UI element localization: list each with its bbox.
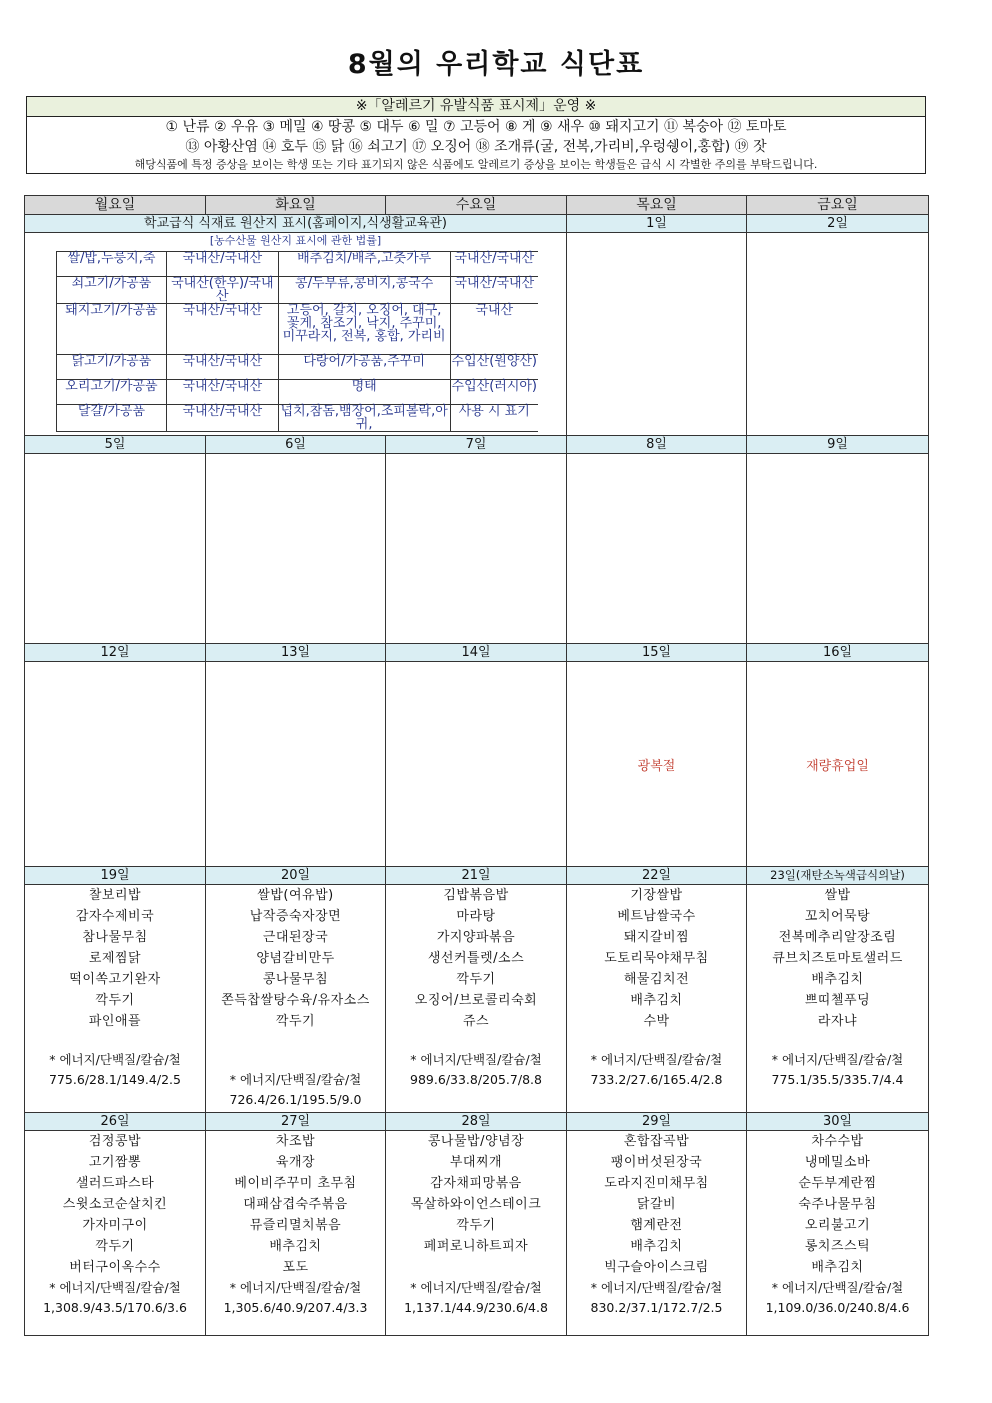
nutrition-label: * 에너지/단백질/칼슘/철	[49, 1280, 181, 1295]
day-cell	[206, 1131, 386, 1336]
nutrition-values: 1,308.9/43.5/170.6/3.6	[43, 1300, 187, 1315]
nutrition-values: 733.2/27.6/165.4/2.8	[590, 1072, 723, 1087]
day-header: 23일(재탄소녹색급식의날)	[747, 867, 929, 885]
page-title: 8월의 우리학교 식단표	[347, 49, 645, 80]
origin-cell: 국내산/국내산	[166, 355, 278, 380]
menu-item: 해물김치전	[623, 972, 690, 987]
origin-cell: 사용 시 표기	[450, 405, 538, 432]
menu-item: 큐브치즈토마토샐러드	[772, 951, 903, 966]
nutrition-label: * 에너지/단백질/칼슘/철	[771, 1280, 904, 1295]
day-cell	[25, 885, 206, 1113]
menu-item: 쥬스	[462, 1014, 490, 1029]
menu-item: 꼬치어묵탕	[804, 909, 871, 924]
menu-item: 쌀밥	[824, 888, 851, 903]
menu-item: 가자미구이	[82, 1218, 148, 1233]
nutrition-label: * 에너지/단백질/칼슘/철	[410, 1280, 542, 1295]
origin-cell: 다랑어/가공품,주꾸미	[278, 355, 450, 380]
menu-item: 오리불고기	[804, 1218, 871, 1233]
origin-panel	[25, 233, 567, 436]
nutrition-values: 989.6/33.8/205.7/8.8	[410, 1072, 542, 1087]
menu-item: 돼지갈비찜	[623, 930, 690, 945]
day-cell	[567, 885, 747, 1113]
menu-item: 파인애플	[88, 1014, 142, 1029]
menu-item: 스윗소코순살치킨	[62, 1197, 168, 1212]
day-header: 12일	[25, 644, 206, 662]
origin-cell: 쇠고기/가공품	[57, 277, 167, 304]
menu-item: 감자채피망볶음	[430, 1176, 522, 1191]
menu-item: 콩나물무침	[262, 972, 329, 987]
menu-item: 페퍼로니하트피자	[423, 1239, 529, 1254]
menu-item: 차조밥	[275, 1134, 316, 1149]
menu-item: 베이비주꾸미 초무침	[234, 1176, 357, 1191]
menu-item: 근대된장국	[262, 930, 329, 945]
origin-header: 학교급식 식재료 원산지 표시(홈페이지,식생활교육관)	[25, 215, 567, 233]
day-header: 28일	[386, 1113, 567, 1131]
nutrition-values: 1,137.1/44.9/230.6/4.8	[404, 1300, 548, 1315]
nutrition-label: * 에너지/단백질/칼슘/철	[410, 1052, 542, 1067]
menu-item: 생선커틀렛/소스	[427, 951, 525, 966]
menu-item: 버터구이옥수수	[69, 1260, 161, 1275]
menu-item: 순두부계란찜	[798, 1176, 877, 1191]
day-header: 29일	[567, 1113, 747, 1131]
menu-item: 샐러드파스타	[75, 1176, 155, 1191]
day-cell	[25, 1131, 206, 1336]
menu-item: 롱치즈스틱	[804, 1239, 871, 1254]
menu-item: 뮤즐리멸치볶음	[249, 1218, 342, 1233]
menu-item: 배추김치	[269, 1239, 322, 1254]
menu-list	[206, 885, 385, 1032]
menu-item: 육개장	[275, 1155, 316, 1170]
origin-cell: 배추김치/배추,고춧가루	[278, 252, 450, 277]
menu-item: 햄계란전	[630, 1218, 683, 1233]
day-header: 13일	[206, 644, 386, 662]
meal-calendar	[24, 195, 929, 1336]
weekday-mon: 월요일	[25, 196, 206, 215]
allergy-list-2: ⑬ 아황산염 ⑭ 호두 ⑮ 닭 ⑯ 쇠고기 ⑰ 오징어 ⑱ 조개류(굴, 전복,가리비,우렁쉥이,홍합) ⑲ 잣	[185, 139, 767, 155]
day-cell	[567, 1131, 747, 1336]
menu-list	[747, 1131, 928, 1278]
menu-item: 감자수제비국	[75, 909, 155, 924]
day-cell	[747, 233, 929, 436]
menu-item: 부대찌개	[449, 1155, 503, 1170]
nutrition-values: 1,305.6/40.9/207.4/3.3	[223, 1300, 368, 1315]
day-cell	[25, 662, 206, 867]
menu-item: 도토리묵야채무침	[604, 951, 709, 966]
allergy-note: 해당식품에 특정 증상을 보이는 학생 또는 기타 표기되지 않은 식품에도 알레르기 증상을 보이는 학생들은 급식 시 각별한 주의를 부탁드립니다.	[134, 158, 818, 171]
day-cell	[206, 662, 386, 867]
origin-cell: 콩/두부류,콩비지,콩국수	[278, 277, 450, 304]
menu-list	[386, 885, 566, 1032]
origin-table	[56, 251, 538, 432]
origin-cell: 국내산/국내산	[450, 252, 538, 277]
day-cell	[386, 885, 567, 1113]
menu-item: 납작증숙자장면	[249, 909, 342, 924]
menu-item: 고기짬뽕	[88, 1155, 142, 1170]
menu-item: 라자냐	[817, 1014, 858, 1029]
menu-item: 쫀득찹쌀탕수육/유자소스	[221, 993, 370, 1008]
nutrition-values: 830.2/37.1/172.7/2.5	[590, 1300, 723, 1315]
menu-item: 로제찜닭	[88, 951, 142, 966]
menu-item: 배추김치	[630, 1239, 683, 1254]
origin-cell: 수입산(러시아)	[450, 380, 538, 405]
menu-item: 전복메추리알장조림	[778, 930, 897, 945]
day-header: 8일	[567, 436, 747, 454]
day-cell	[567, 454, 747, 644]
day-cell	[206, 454, 386, 644]
day-cell	[386, 662, 567, 867]
origin-cell: 국내산	[450, 304, 538, 355]
menu-item: 냉메밀소바	[804, 1155, 871, 1170]
menu-item: 검정콩밥	[88, 1134, 142, 1149]
menu-item: 김밥볶음밥	[443, 888, 509, 903]
origin-cell: 명태	[278, 380, 450, 405]
nutrition-label: * 에너지/단백질/칼슘/철	[590, 1052, 723, 1067]
menu-item: 도라지진미채무침	[604, 1176, 709, 1191]
menu-list	[567, 1131, 746, 1278]
day-header: 19일	[25, 867, 206, 885]
menu-item: 혼합잡곡밥	[623, 1134, 690, 1149]
origin-cell: 국내산/국내산	[166, 304, 278, 355]
day-header: 9일	[747, 436, 929, 454]
nutrition-label: * 에너지/단백질/칼슘/철	[229, 1280, 362, 1295]
allergy-notice	[26, 96, 926, 174]
allergy-heading: ※「알레르기 유발식품 표시제」운영 ※	[27, 97, 925, 117]
day-cell	[206, 885, 386, 1113]
menu-item: 숙주나물무침	[798, 1197, 877, 1212]
day-header: 16일	[747, 644, 929, 662]
day-header: 22일	[567, 867, 747, 885]
day-cell	[567, 662, 747, 867]
menu-item: 쌀밥(여유밥)	[257, 888, 334, 903]
allergy-list-1: ① 난류 ② 우유 ③ 메밀 ④ 땅콩 ⑤ 대두 ⑥ 밀 ⑦ 고등어 ⑧ 게 ⑨ 새우 ⑩ 돼지고기 ⑪ 복숭아 ⑫ 토마토	[165, 119, 787, 135]
nutrition-values: 775.1/35.5/335.7/4.4	[771, 1072, 904, 1087]
nutrition-label: * 에너지/단백질/칼슘/철	[771, 1052, 904, 1067]
origin-cell: 국내산(한우)/국내산	[166, 277, 278, 304]
origin-cell: 수입산(원양산)	[450, 355, 538, 380]
day-cell	[747, 1131, 929, 1336]
menu-item: 마라탕	[456, 909, 496, 924]
weekday-fri: 금요일	[747, 196, 929, 215]
menu-item: 베트남쌀국수	[617, 909, 696, 924]
menu-item: 배추김치	[630, 993, 683, 1008]
day-header: 20일	[206, 867, 386, 885]
origin-cell: 쌀/밥,누룽지,죽	[57, 252, 167, 277]
day-header: 14일	[386, 644, 567, 662]
menu-item: 깍두기	[275, 1014, 316, 1029]
day-cell	[747, 454, 929, 644]
day-cell	[747, 885, 929, 1113]
day-header: 7일	[386, 436, 567, 454]
nutrition-label: * 에너지/단백질/칼슘/철	[49, 1052, 181, 1067]
menu-item: 콩나물밥/양념장	[427, 1134, 525, 1149]
day-header: 15일	[567, 644, 747, 662]
menu-item: 양념갈비만두	[256, 951, 335, 966]
origin-cell: 국내산/국내산	[166, 380, 278, 405]
nutrition-values: 775.6/28.1/149.4/2.5	[49, 1072, 181, 1087]
nutrition-values: 726.4/26.1/195.5/9.0	[229, 1092, 362, 1107]
menu-item: 오징어/브로콜리숙회	[414, 993, 538, 1008]
menu-item: 배추김치	[811, 1260, 864, 1275]
menu-item: 포도	[282, 1260, 309, 1275]
origin-cell: 닭고기/가공품	[57, 355, 167, 380]
day-header: 27일	[206, 1113, 386, 1131]
origin-cell: 국내산/국내산	[166, 252, 278, 277]
origin-cell: 오리고기/가공품	[57, 380, 167, 405]
origin-cell: 넙치,참돔,뱀장어,조피볼락,아귀,	[278, 405, 450, 432]
day-header: 5일	[25, 436, 206, 454]
menu-item: 목살하와이언스테이크	[410, 1197, 542, 1212]
weekday-thu: 목요일	[567, 196, 747, 215]
origin-cell: 국내산/국내산	[450, 277, 538, 304]
menu-item: 깍두기	[95, 993, 135, 1008]
menu-list	[747, 885, 928, 1032]
nutrition-label: * 에너지/단백질/칼슘/철	[590, 1280, 723, 1295]
origin-cell: 고등어, 갈치, 오징어, 대구, 꽃게, 참조기, 낙지, 주꾸미, 미꾸라지, 전복, 홍합, 가리비	[278, 304, 450, 355]
origin-cell: 달걀/가공품	[57, 405, 167, 432]
weekday-tue: 화요일	[206, 196, 386, 215]
weekday-header-row	[25, 196, 929, 215]
menu-item: 빅구슬아이스크림	[604, 1260, 709, 1275]
menu-list	[386, 1131, 566, 1257]
menu-item: 배추김치	[811, 972, 864, 987]
weekday-wed: 수요일	[386, 196, 567, 215]
menu-item: 수박	[643, 1014, 670, 1029]
day-header: 21일	[386, 867, 567, 885]
holiday-label: 광복절	[637, 758, 676, 774]
origin-cell: 국내산/국내산	[166, 405, 278, 432]
day-cell	[386, 454, 567, 644]
day-header: 2일	[747, 215, 929, 233]
menu-item: 깍두기	[95, 1239, 135, 1254]
holiday-label: 재량휴업일	[806, 758, 869, 774]
day-header: 1일	[567, 215, 747, 233]
menu-list	[25, 1131, 205, 1278]
day-cell	[567, 233, 747, 436]
menu-list	[206, 1131, 385, 1278]
day-header: 30일	[747, 1113, 929, 1131]
origin-cell: 돼지고기/가공품	[57, 304, 167, 355]
menu-item: 쁘띠첼푸딩	[804, 993, 871, 1008]
nutrition-values: 1,109.0/36.0/240.8/4.6	[765, 1300, 910, 1315]
menu-list	[25, 885, 205, 1032]
menu-list	[567, 885, 746, 1032]
nutrition-label: * 에너지/단백질/칼슘/철	[229, 1072, 362, 1087]
menu-item: 대패삼겹숙주볶음	[243, 1197, 348, 1212]
menu-item: 찰보리밥	[88, 888, 142, 903]
menu-item: 참나물무침	[82, 930, 148, 945]
day-header: 26일	[25, 1113, 206, 1131]
day-cell	[386, 1131, 567, 1336]
menu-item: 팽이버섯된장국	[610, 1155, 703, 1170]
day-header: 6일	[206, 436, 386, 454]
menu-item: 닭갈비	[636, 1197, 677, 1212]
menu-item: 가지양파볶음	[436, 930, 516, 945]
menu-item: 차수수밥	[811, 1134, 864, 1149]
menu-item: 기장쌀밥	[630, 888, 683, 903]
day-cell	[747, 662, 929, 867]
day-cell	[25, 454, 206, 644]
menu-item: 깍두기	[456, 1218, 496, 1233]
menu-item: 떡이쏙고기완자	[69, 972, 161, 987]
menu-item: 깍두기	[456, 972, 496, 987]
origin-caption: [농수산물 원산지 표시에 관한 법률]	[209, 234, 382, 247]
